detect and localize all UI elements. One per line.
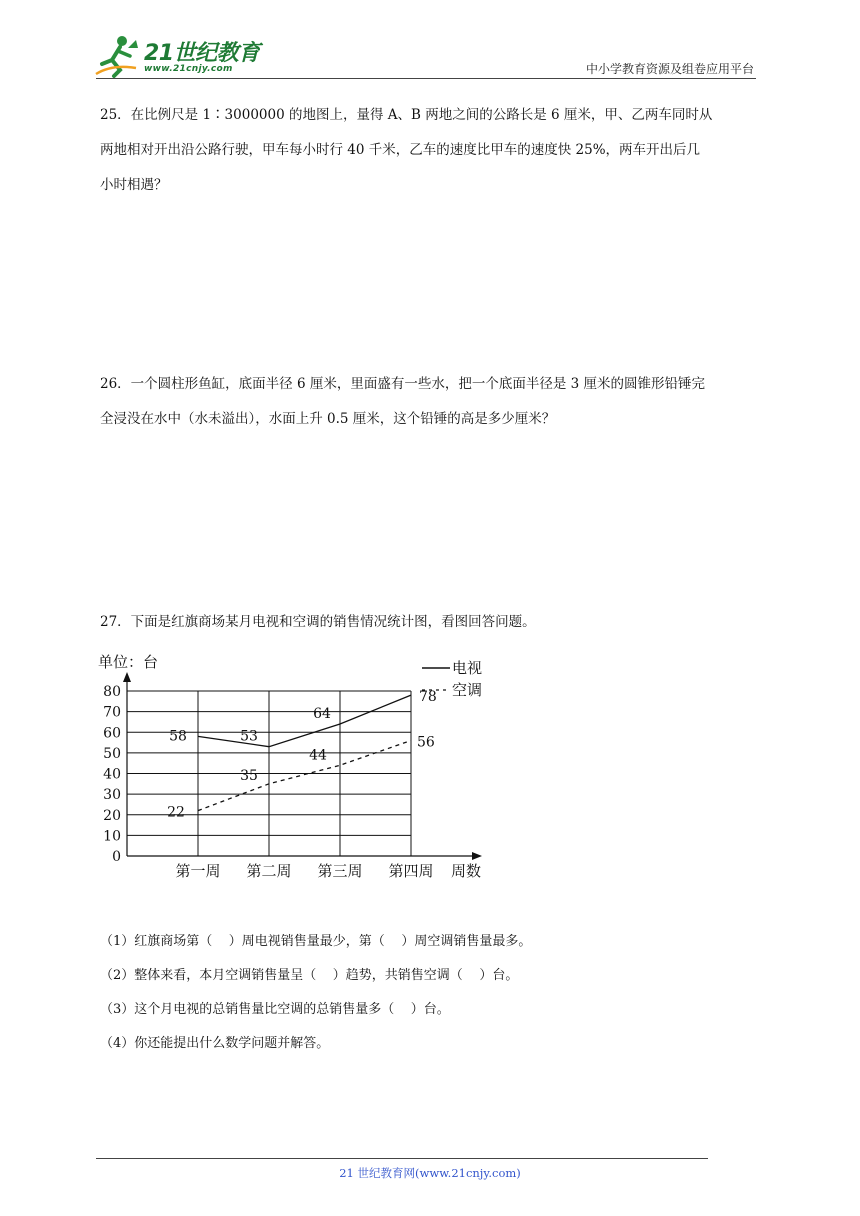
unit-label: 单位：台	[98, 653, 159, 671]
question-line: 小时相遇？	[100, 177, 168, 193]
y-tick-label: 0	[112, 849, 121, 865]
logo-brand-text: 21世纪教育	[144, 41, 260, 66]
chart-svg	[90, 648, 510, 888]
question-26	[100, 367, 760, 437]
question-line: 26．一个圆柱形鱼缸，底面半径 6 厘米，里面盛有一些水，把一个底面半径是 3 厘米的圆锥形铅锤完	[100, 376, 706, 392]
y-tick-label: 10	[103, 828, 121, 845]
x-tick-label: 第四周	[388, 862, 434, 880]
site-logo	[92, 34, 262, 78]
footer-text: 21 世纪教育网(www.21cnjy.com)	[339, 1166, 521, 1180]
series-line-1	[198, 741, 411, 811]
question-line: 全浸没在水中（水未溢出），水面上升 0.5 厘米，这个铅锤的高是多少厘米？	[100, 411, 556, 427]
data-label: 22	[167, 804, 185, 821]
logo-url-text: www.21cnjy.com	[144, 64, 233, 74]
sales-line-chart	[90, 648, 510, 888]
subquestion-3: （3）这个月电视的总销售量比空调的总销售量多（ ）台。	[100, 1002, 450, 1017]
question-27	[100, 605, 760, 640]
question-line: 27．下面是红旗商场某月电视和空调的销售情况统计图，看图回答问题。	[100, 614, 536, 630]
x-axis-title: 周数	[450, 862, 482, 880]
legend-label: 空调	[452, 681, 483, 699]
question-line: 25．在比例尺是 1∶3000000 的地图上，量得 A、B 两地之间的公路长是 6 厘米，甲、乙两车同时从	[100, 107, 713, 123]
y-tick-label: 40	[103, 766, 121, 783]
data-label: 44	[309, 747, 327, 764]
x-tick-label: 第二周	[246, 862, 292, 880]
data-label: 53	[240, 728, 258, 745]
runner-logo-icon	[92, 34, 142, 78]
series-line-0	[198, 695, 411, 747]
header-platform-text: 中小学教育资源及组卷应用平台	[585, 62, 754, 76]
y-tick-label: 50	[103, 745, 121, 762]
y-tick-label: 70	[103, 704, 121, 721]
subquestion-4: （4）你还能提出什么数学问题并解答。	[100, 1036, 330, 1051]
y-tick-label: 20	[103, 807, 121, 824]
x-axis-arrow	[472, 852, 482, 860]
y-tick-label: 30	[103, 787, 121, 804]
data-label: 78	[419, 689, 437, 706]
y-axis-arrow	[123, 672, 131, 682]
data-label: 56	[417, 734, 435, 751]
x-tick-label: 第一周	[175, 862, 221, 880]
data-label: 58	[169, 728, 187, 745]
subquestion-2: （2）整体来看，本月空调销售量呈（ ）趋势，共销售空调（ ）台。	[100, 968, 519, 983]
data-label: 64	[313, 706, 331, 722]
x-tick-label: 第三周	[317, 862, 363, 880]
y-tick-label: 60	[103, 725, 121, 742]
subquestion-1: （1）红旗商场第（ ）周电视销售量最少，第（ ）周空调销售量最多。	[100, 934, 532, 949]
question-25	[100, 98, 760, 203]
y-tick-label: 80	[103, 684, 121, 700]
data-label: 35	[240, 767, 258, 784]
legend-label: 电视	[452, 659, 483, 677]
footer-divider	[96, 1158, 708, 1159]
header-divider	[96, 78, 756, 79]
page-header	[0, 0, 860, 82]
question-line: 两地相对开出沿公路行驶，甲车每小时行 40 千米，乙车的速度比甲车的速度快 25%，两车开出后几	[100, 142, 701, 158]
